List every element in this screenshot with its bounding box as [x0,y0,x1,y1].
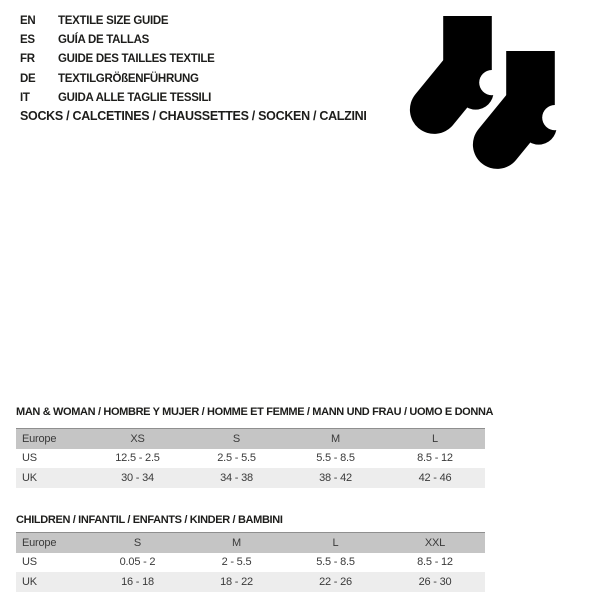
table-header-row [16,429,485,449]
column-header-europe: Europe [22,536,57,549]
language-code: EN [20,14,36,27]
row-label: US [22,556,37,569]
size-value: 8.5 - 12 [417,556,453,569]
category-line: SOCKS / CALCETINES / CHAUSSETTES / SOCKEN / CALZINI [20,109,367,123]
size-value: 2 - 5.5 [221,556,252,569]
column-header-size: S [133,536,142,549]
size-value: 0.05 - 2 [119,556,156,569]
language-list [20,11,215,107]
table-row [16,572,485,592]
size-value: 26 - 30 [418,575,452,588]
language-row-es [20,30,215,49]
language-code: IT [20,91,30,104]
table-row [16,468,485,488]
size-value: 5.5 - 8.5 [316,556,355,569]
language-code: FR [20,53,35,66]
adult-size-table [16,428,485,488]
language-guide-title: TEXTILE SIZE GUIDE [58,14,169,27]
size-value: 22 - 26 [319,575,352,588]
column-header-size: M [331,432,340,445]
table-row [16,553,485,573]
language-guide-title: GUÍA DE TALLAS [58,33,149,46]
children-table-title: CHILDREN / INFANTIL / ENFANTS / KINDER / BAMBINI [16,514,283,526]
adult-table-title: MAN & WOMAN / HOMBRE Y MUJER / HOMME ET FEMME / MANN UND FRAU / UOMO E DONNA [16,406,494,418]
size-value: 38 - 42 [319,471,352,484]
language-row-en [20,11,215,30]
size-value: 18 - 22 [220,575,253,588]
column-header-size: M [232,536,241,549]
row-label: US [22,452,37,465]
size-value: 30 - 34 [121,471,154,484]
column-header-size: L [432,432,438,445]
row-label: UK [22,575,37,588]
language-code: ES [20,33,35,46]
size-value: 8.5 - 12 [417,452,453,465]
language-guide-title: GUIDE DES TAILLES TEXTILE [58,53,215,66]
column-header-size: S [232,432,241,445]
column-header-size: XS [130,432,145,445]
language-row-fr [20,50,215,69]
children-size-table [16,532,485,592]
size-value: 34 - 38 [220,471,253,484]
row-label: UK [22,471,37,484]
size-value: 42 - 46 [418,471,452,484]
language-guide-title: TEXTILGRÖßENFÜHRUNG [58,72,199,85]
column-header-europe: Europe [22,432,57,445]
socks-icon [404,8,584,180]
table-row [16,449,485,469]
language-guide-title: GUIDA ALLE TAGLIE TESSILI [58,91,212,104]
size-value: 12.5 - 2.5 [115,452,160,465]
size-value: 2.5 - 5.5 [217,452,256,465]
table-header-row [16,533,485,553]
size-value: 16 - 18 [121,575,154,588]
language-code: DE [20,72,36,85]
language-row-it [20,88,215,107]
column-header-size: L [332,536,339,549]
language-row-de [20,69,215,88]
column-header-size: XXL [424,536,446,549]
size-value: 5.5 - 8.5 [316,452,355,465]
